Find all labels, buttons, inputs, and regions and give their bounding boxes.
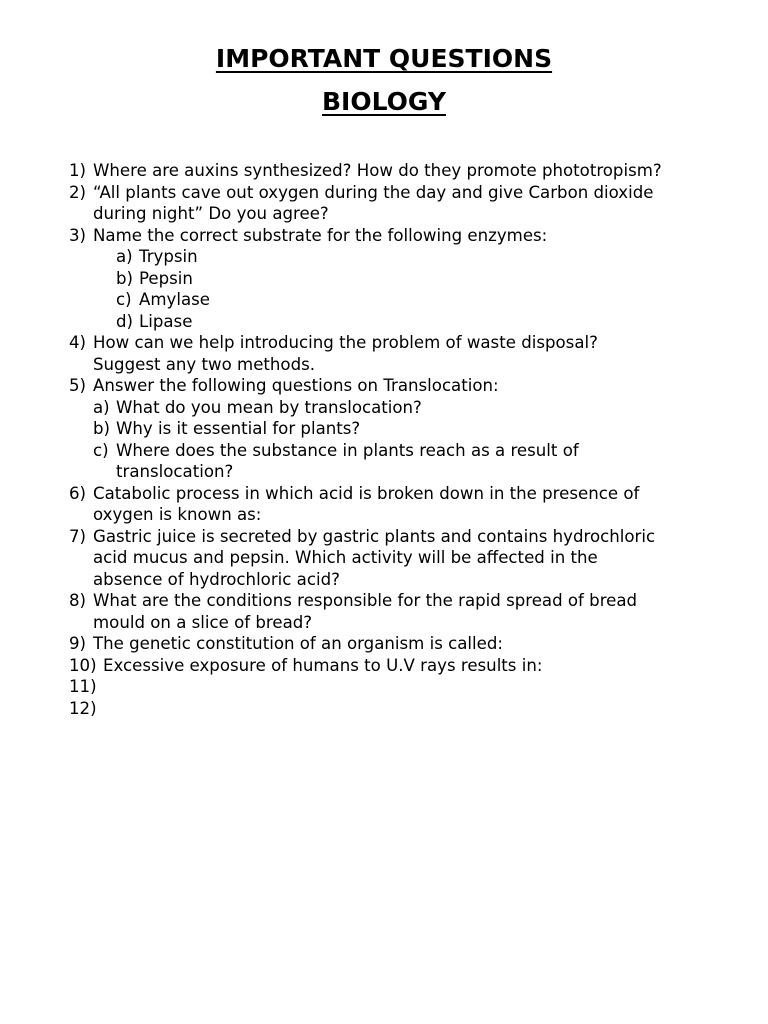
question-number: 6) [69, 483, 87, 503]
question-row [69, 698, 729, 720]
option-text: Trypsin [139, 247, 198, 266]
question-number: 12) [69, 698, 97, 718]
option-text: Pepsin [139, 268, 193, 288]
question-number: 8) [69, 591, 87, 610]
question-list [69, 160, 729, 719]
option-text: Lipase [139, 311, 193, 331]
question-text: oxygen is known as: [93, 505, 262, 524]
question-item [69, 590, 729, 633]
question-row [69, 160, 729, 182]
sub-question-letter: a) [93, 397, 110, 417]
sub-question-text: What do you mean by translocation? [116, 397, 422, 417]
question-text [69, 676, 729, 698]
question-item [69, 225, 729, 333]
option-letter: a) [116, 247, 133, 266]
question-row [69, 676, 729, 698]
question-item [69, 676, 729, 698]
question-row [69, 633, 729, 655]
sub-question-text: translocation? [116, 462, 234, 481]
question-text: absence of hydrochloric acid? [93, 569, 340, 589]
question-number: 4) [69, 333, 87, 352]
option-letter: c) [116, 290, 132, 309]
question-text: Gastric juice is secreted by gastric plants and contains hydrochloric [93, 526, 656, 546]
question-item [69, 375, 729, 483]
question-text: acid mucus and pepsin. Which activity will be affected in the [93, 548, 598, 567]
answer-option [69, 268, 729, 290]
question-text: mould on a slice of bread? [93, 612, 313, 632]
question-item [69, 483, 729, 526]
document-title: IMPORTANT QUESTIONS [215, 44, 553, 73]
document-subtitle: BIOLOGY [322, 87, 446, 116]
question-item [69, 160, 729, 182]
question-text: Catabolic process in which acid is broken down in the presence of [93, 483, 640, 503]
question-item [69, 526, 729, 591]
question-item [69, 655, 729, 677]
question-text: Suggest any two methods. [93, 354, 316, 374]
sub-question-text: Why is it essential for plants? [116, 419, 361, 438]
question-text: How can we help introducing the problem of waste disposal? [93, 333, 598, 352]
question-text: during night” Do you agree? [93, 204, 329, 223]
question-text: Where are auxins synthesized? How do they promote phototropism? [93, 161, 662, 180]
question-row [69, 225, 729, 247]
question-row [69, 182, 729, 225]
option-text: Amylase [139, 290, 210, 309]
answer-option [69, 311, 729, 333]
question-text: Answer the following questions on Translocation: [93, 376, 499, 395]
answer-option [69, 289, 729, 311]
question-number: 11) [69, 677, 97, 696]
question-row [69, 332, 729, 375]
question-text: The genetic constitution of an organism is called: [93, 634, 503, 653]
question-text [69, 698, 729, 720]
sub-question-letter: b) [93, 419, 111, 438]
sub-question [69, 418, 729, 440]
sub-question-letter: c) [93, 440, 109, 460]
question-row [69, 590, 729, 633]
question-text: Name the correct substrate for the following enzymes: [93, 225, 548, 245]
option-letter: d) [116, 311, 134, 331]
question-number: 3) [69, 225, 87, 245]
question-item [69, 633, 729, 655]
sub-question [69, 440, 729, 483]
question-row [69, 375, 729, 397]
question-number: 9) [69, 634, 87, 653]
question-number: 1) [69, 161, 87, 180]
question-text: What are the conditions responsible for the rapid spread of bread [93, 591, 638, 610]
question-number: 10) [69, 655, 97, 675]
question-item [69, 182, 729, 225]
question-item [69, 698, 729, 720]
question-item [69, 332, 729, 375]
question-text: Excessive exposure of humans to U.V rays results in: [103, 655, 543, 675]
question-text: “All plants cave out oxygen during the day and give Carbon dioxide [93, 182, 654, 202]
option-letter: b) [116, 268, 134, 288]
question-row [69, 483, 729, 526]
question-number: 7) [69, 526, 87, 546]
sub-question [69, 397, 729, 419]
question-row [69, 526, 729, 591]
sub-question-text: Where does the substance in plants reach as a result of [116, 440, 579, 460]
question-row [69, 655, 729, 677]
question-number: 5) [69, 376, 87, 395]
question-number: 2) [69, 182, 87, 202]
answer-option [69, 246, 729, 268]
